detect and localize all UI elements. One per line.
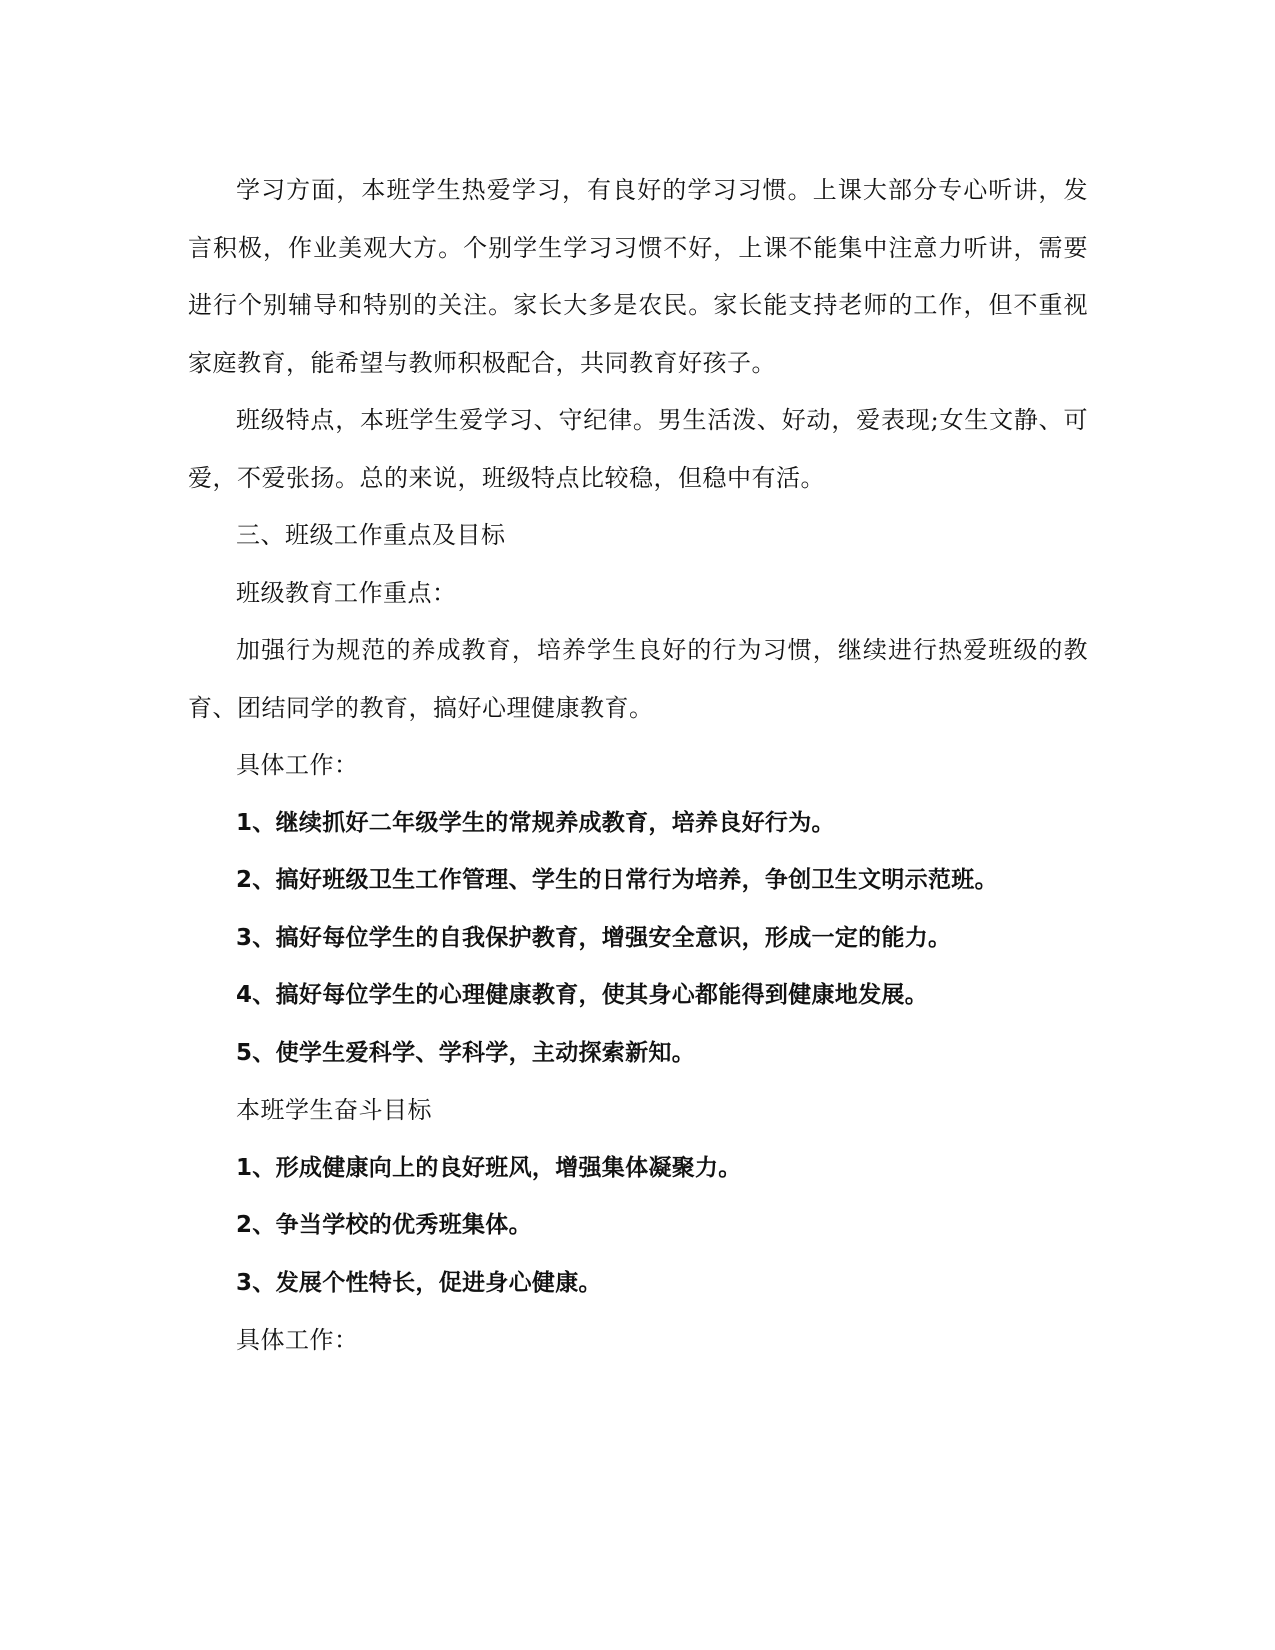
- work-item: 3、搞好每位学生的自我保护教育，增强安全意识，形成一定的能力。: [236, 924, 952, 951]
- paragraph-focus: 加强行为规范的养成教育，培养学生良好的行为习惯，继续进行热爱班级的教育、团结同学的教育，搞好心理健康教育。: [188, 636, 1088, 722]
- paragraph-class-features: 班级特点，本班学生爱学习、守纪律。男生活泼、好动，爱表现;女生文静、可爱，不爱张扬。总的来说，班级特点比较稳，但稳中有活。: [188, 406, 1088, 492]
- work-item: 4、搞好每位学生的心理健康教育，使其身心都能得到健康地发展。: [236, 982, 929, 1008]
- work-item: 2、搞好班级卫生工作管理、学生的日常行为培养，争创卫生文明示范班。: [236, 867, 998, 893]
- paragraph-study: 学习方面，本班学生热爱学习，有良好的学习习惯。上课大部分专心听讲，发言积极，作业美观大方。个别学生学习习惯不好，上课不能集中注意力听讲，需要进行个别辅导和特别的关注。家长大多是农民。家长能支持老师的工作，但不重视家庭教育，能希望与教师积极配合，共同教育好孩子。: [188, 176, 1088, 377]
- section-heading: 三、班级工作重点及目标: [236, 521, 506, 549]
- subheading-specific-work: 具体工作：: [236, 751, 359, 779]
- goal-item: 2、争当学校的优秀班集体。: [236, 1212, 532, 1238]
- goal-item: 1、形成健康向上的良好班风，增强集体凝聚力。: [236, 1154, 742, 1181]
- goal-item: 3、发展个性特长，促进身心健康。: [236, 1269, 602, 1296]
- work-item: 5、使学生爱科学、学科学，主动探索新知。: [236, 1039, 696, 1066]
- work-item: 1、继续抓好二年级学生的常规养成教育，培养良好行为。: [236, 809, 835, 836]
- document-body: [188, 162, 1088, 1370]
- subheading-focus: 班级教育工作重点：: [236, 578, 457, 607]
- subheading-goals: 本班学生奋斗目标: [236, 1096, 432, 1124]
- subheading-specific-work-2: 具体工作：: [236, 1326, 359, 1354]
